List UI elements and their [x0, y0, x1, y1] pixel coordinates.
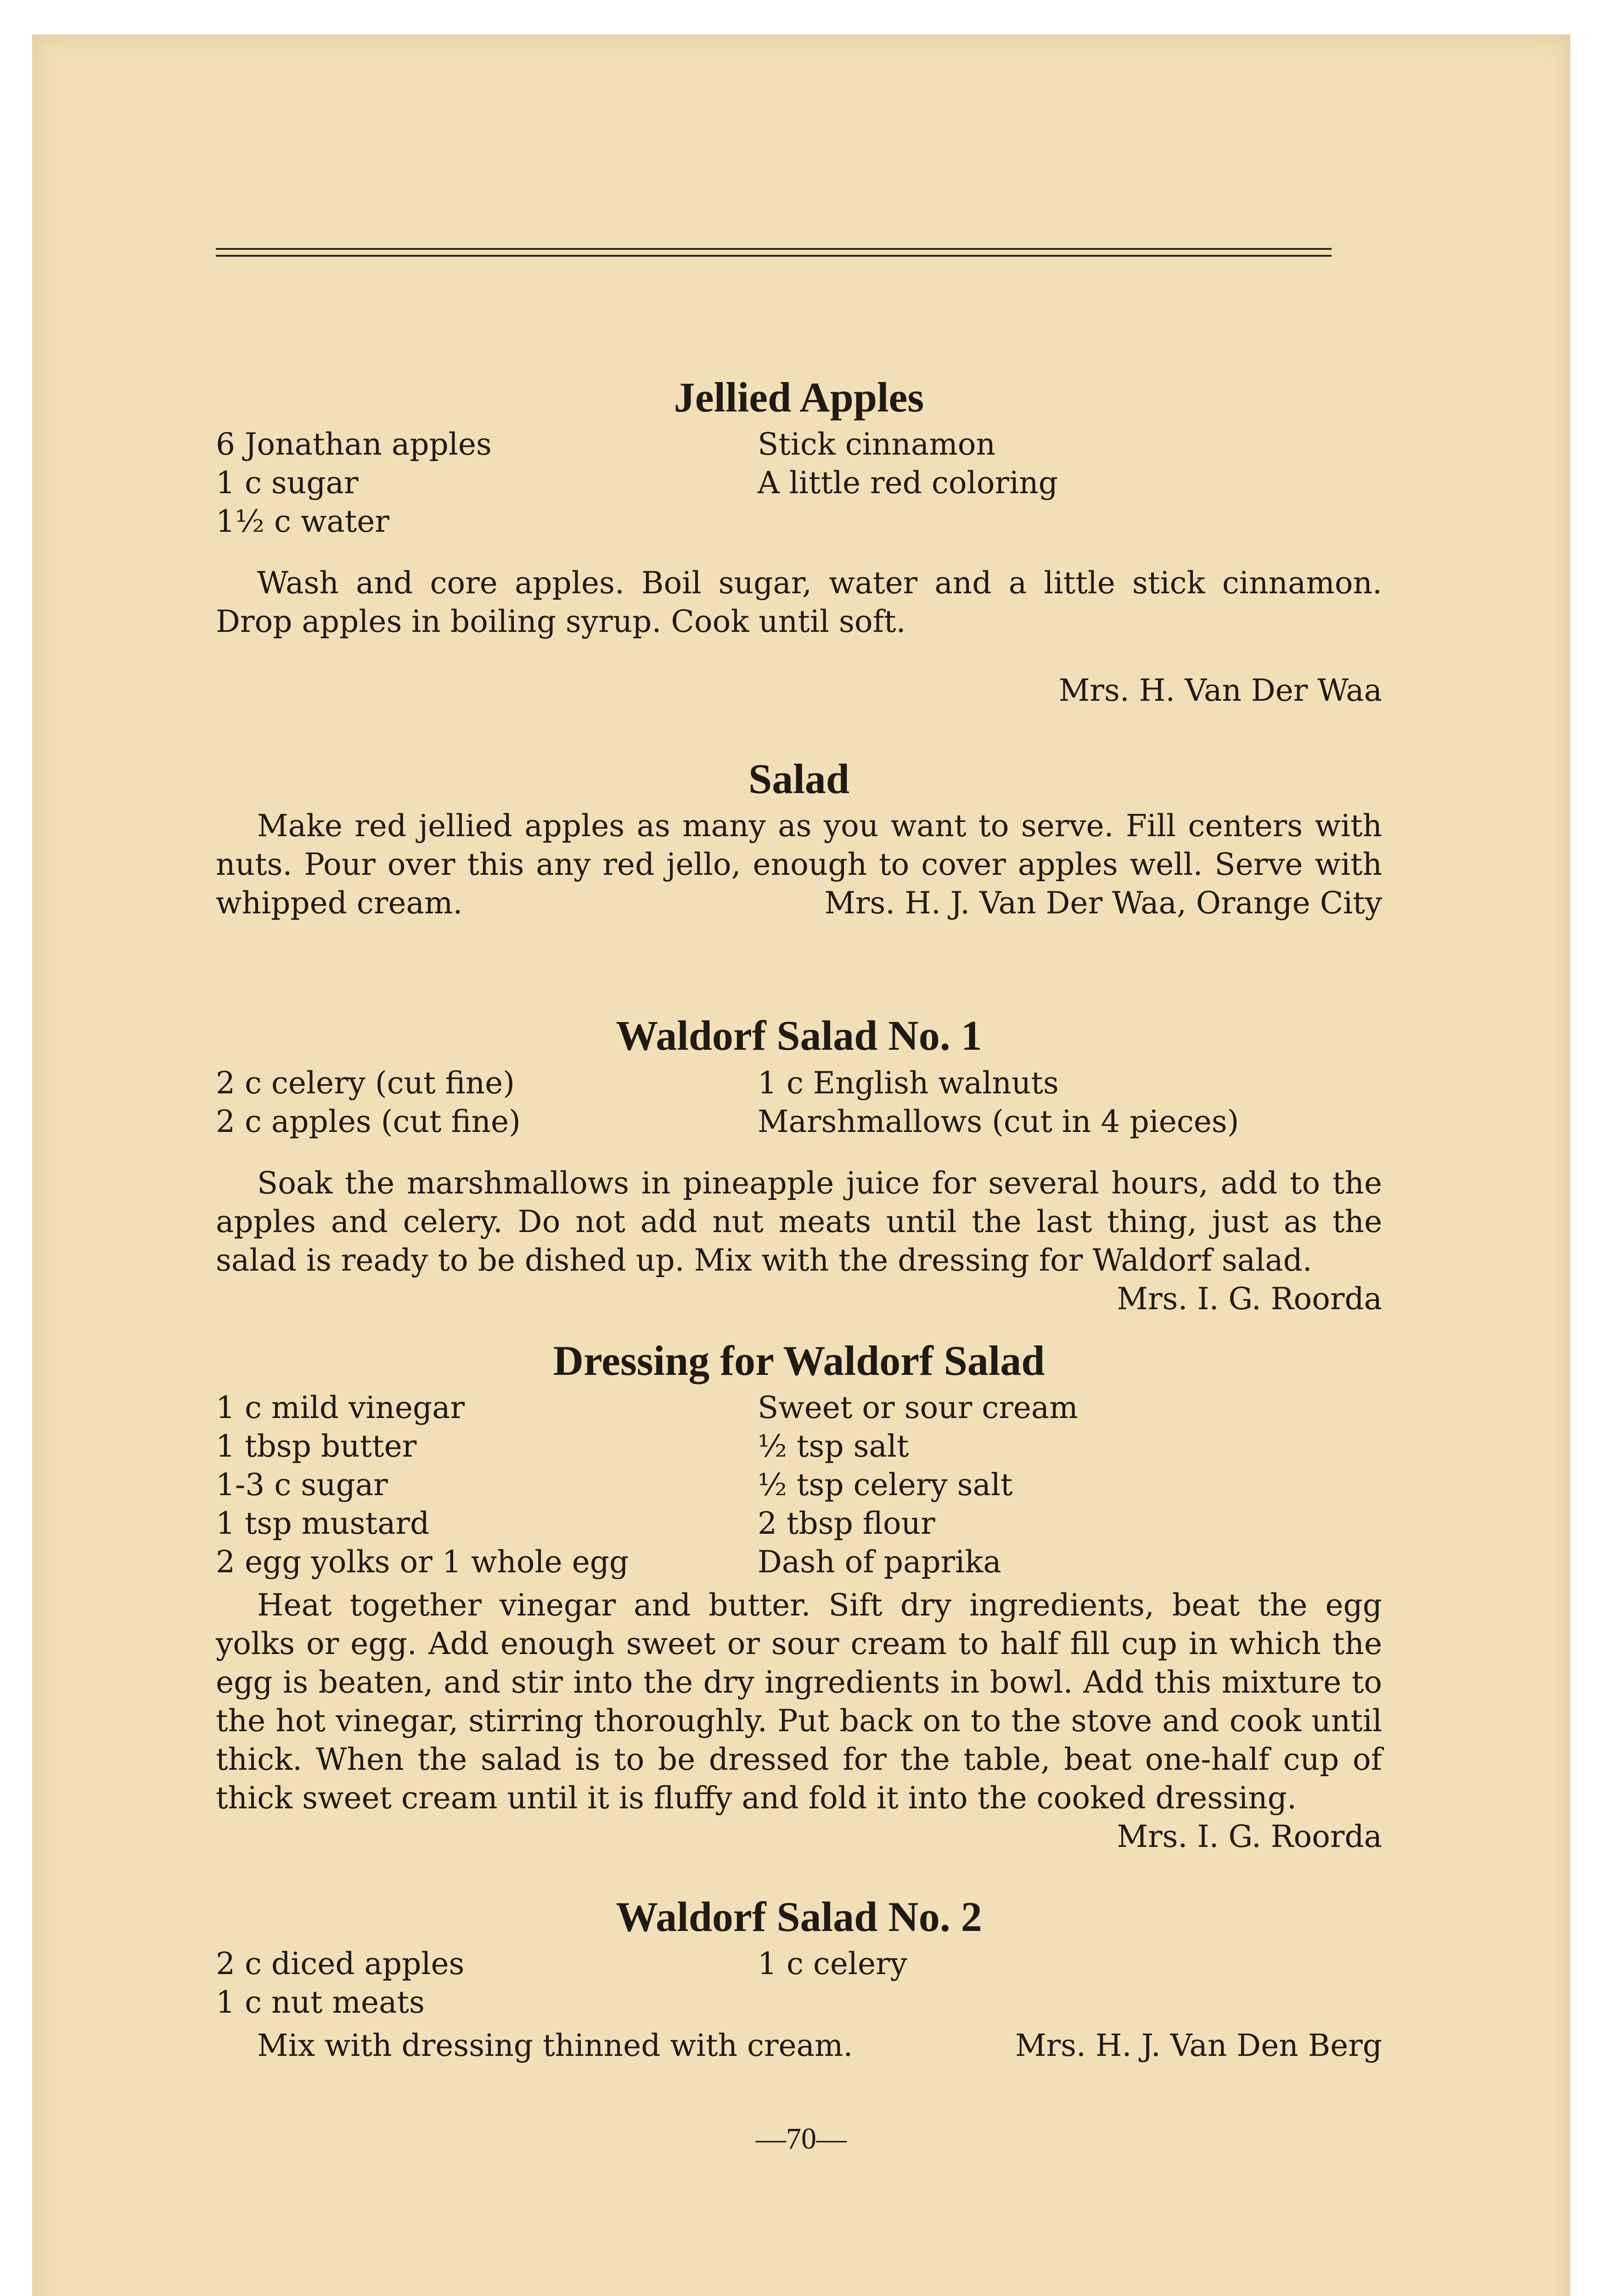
ingredient: 1 c nut meats — [216, 1984, 425, 2020]
ingredient-column-left — [216, 1389, 758, 1581]
ingredient-column-right — [758, 1945, 1382, 2022]
recipe-instructions — [216, 807, 1382, 923]
ingredient-column-left — [216, 425, 758, 541]
header-rule-top — [216, 248, 1332, 250]
ingredient-list — [216, 1945, 1382, 2022]
recipe-author: Mrs. H. J. Van Den Berg — [1015, 2027, 1382, 2063]
recipe-title: Waldorf Salad No. 1 — [616, 1012, 982, 1059]
recipe-title: Salad — [748, 755, 849, 803]
recipe-author: Mrs. I. G. Roorda — [1117, 1818, 1382, 1854]
page-number: —70— — [756, 2122, 847, 2155]
ingredient: 2 c apples (cut fine) — [216, 1103, 521, 1139]
recipe-jellied-apples — [216, 374, 1382, 710]
recipe-title: Dressing for Waldorf Salad — [553, 1337, 1045, 1384]
ingredient: Stick cinnamon — [758, 427, 996, 462]
page-content — [216, 374, 1382, 2095]
ingredient: A little red coloring — [758, 465, 1058, 501]
ingredient: Sweet or sour cream — [758, 1390, 1078, 1425]
ingredient: 1 c English walnuts — [758, 1065, 1059, 1101]
recipe-instructions-text: Heat together vinegar and butter. Sift dry ingredients, beat the egg yolks or egg. Add enough sweet or sour cream to half fill cup in which the egg is beaten, and stir into the dry ingredients in bowl. Add this mixture to the hot vinegar, stirring thoroughly. Put back on to the stove and cook until thick. When the salad is to be dressed for the table, beat one-half cup of thick sweet cream until it is fluffy and fold it into the cooked dressing. — [216, 1587, 1382, 1816]
ingredient: 1 c sugar — [216, 465, 359, 501]
ingredient: 1 c celery — [758, 1946, 907, 1981]
recipe-dressing-waldorf — [216, 1337, 1382, 1854]
recipe-waldorf-salad-1 — [216, 1012, 1382, 1317]
ingredient: 2 tbsp flour — [758, 1505, 935, 1541]
ingredient: ½ tsp celery salt — [758, 1467, 1013, 1503]
ingredient: 6 Jonathan apples — [216, 427, 492, 462]
ingredient: 1½ c water — [216, 504, 389, 540]
ingredient: 2 c diced apples — [216, 1946, 465, 1981]
recipe-instructions-text: Make red jellied apples as many as you want to serve. Fill centers with nuts. Pour over this any red jello, enough to cover apples well. Serve with whipped cream. — [216, 808, 1382, 921]
ingredient-column-right — [758, 425, 1382, 541]
recipe-instructions-text: Mix with dressing thinned with cream. — [257, 2027, 853, 2063]
recipe-instructions-text: Soak the marshmallows in pineapple juice for several hours, add to the apples and celery. Do not add nut meats until the last thing, just as the salad is ready to be dished up. Mix with the dressing for Waldorf salad. — [216, 1165, 1382, 1278]
ingredient: 1 c mild vinegar — [216, 1390, 465, 1425]
ingredient: 2 c celery (cut fine) — [216, 1065, 515, 1101]
recipe-author: Mrs. H. Van Der Waa — [1058, 673, 1382, 709]
ingredient-column-left — [216, 1064, 758, 1141]
ingredient-column-right — [758, 1064, 1382, 1141]
recipe-salad — [216, 756, 1382, 923]
recipe-author: Mrs. H. J. Van Der Waa, Orange City — [824, 885, 1382, 921]
ingredient: 1 tsp mustard — [216, 1505, 430, 1541]
ingredient-list — [216, 1064, 1382, 1141]
ingredient-list — [216, 425, 1382, 541]
recipe-title: Jellied Apples — [674, 374, 924, 421]
recipe-instructions — [216, 1586, 1382, 1854]
recipe-instructions — [216, 2026, 1382, 2065]
ingredient-column-left — [216, 1945, 758, 2022]
header-rule-bottom — [216, 255, 1332, 257]
ingredient: Dash of paprika — [758, 1544, 1001, 1580]
ingredient: Marshmallows (cut in 4 pieces) — [758, 1103, 1239, 1139]
cookbook-page — [32, 34, 1570, 2296]
ingredient: ½ tsp salt — [758, 1428, 909, 1464]
recipe-waldorf-salad-2 — [216, 1894, 1382, 2065]
recipe-title: Waldorf Salad No. 2 — [616, 1893, 982, 1940]
recipe-author: Mrs. I. G. Roorda — [1117, 1281, 1382, 1317]
recipe-instructions — [216, 1164, 1382, 1317]
ingredient-column-right — [758, 1389, 1382, 1581]
ingredient: 1-3 c sugar — [216, 1467, 388, 1503]
ingredient-list — [216, 1389, 1382, 1581]
recipe-instructions: Wash and core apples. Boil sugar, water and a little stick cinnamon. Drop apples in boiling syrup. Cook until soft. — [216, 565, 1382, 640]
ingredient: 1 tbsp butter — [216, 1428, 417, 1464]
ingredient: 2 egg yolks or 1 whole egg — [216, 1544, 629, 1580]
